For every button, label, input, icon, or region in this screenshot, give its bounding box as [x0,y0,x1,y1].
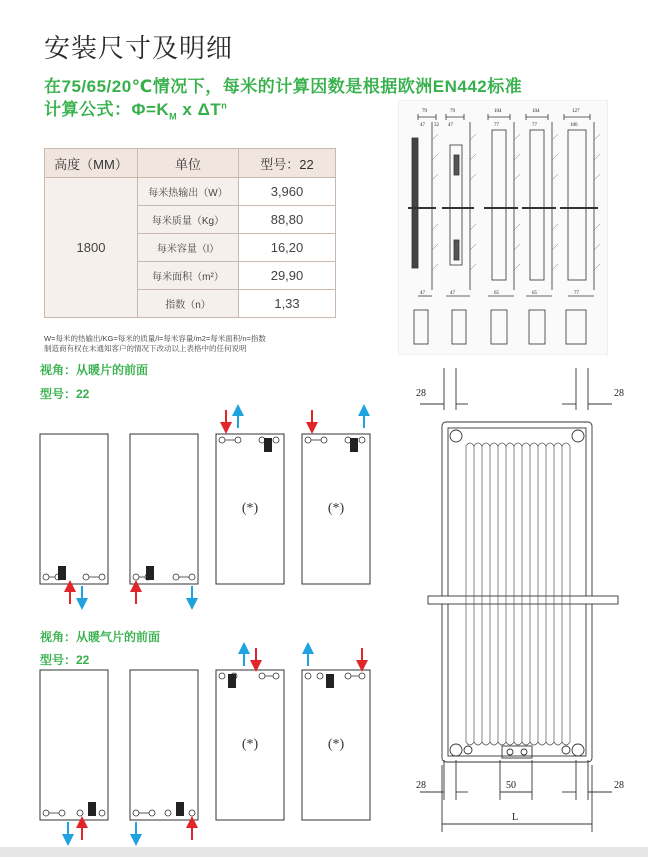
dim-inner-3: 77 [494,123,499,128]
side-section-drawing [398,100,608,355]
panel-note: (*) [327,501,345,516]
radiator-body [442,422,592,762]
valve-block [264,438,272,452]
dim-inner-4: 77 [532,123,537,128]
value-cell: 1,33 [239,290,336,318]
valve-block [88,802,96,816]
panel-6 [130,670,198,820]
panel-note: (*) [327,737,345,752]
front-dim-bottom-right: 28 [614,780,624,791]
table-notes [44,334,266,354]
dim-bottom-5: 77 [574,291,579,296]
page-title: 安装尺寸及明细 [44,33,234,63]
formula [44,95,227,121]
radiator-inner [448,428,586,756]
front-dim-top-left: 28 [416,388,426,399]
note-line: 制造商有权在未通知客户的情况下改动以上表格中的任何说明 [44,344,247,353]
drawing-frame [398,100,608,355]
radiator-tubes [466,443,570,745]
front-dim-top-right: 28 [614,388,624,399]
note-line: W=每米的热输出/KG=每米的质量/l=每米容量/m2=每米面积/n=指数 [44,334,266,343]
panel-note: (*) [241,501,259,516]
dim-top-1: 79 [422,109,427,114]
footer-bar [0,847,648,857]
formula-prefix: 计算公式：Φ=K [44,100,170,119]
valve-block [176,802,184,816]
front-dim-bottom-center: 50 [506,780,516,791]
dim-bottom-3: 65 [494,291,499,296]
front-view-drawing [402,360,644,838]
view1-model: 型号：22 [40,387,90,401]
dim-bottom-4: 65 [532,291,537,296]
valve-block [58,566,66,580]
view2-model: 型号：22 [40,653,90,667]
panel-1 [40,434,108,584]
connection-diagram-1 [36,400,396,610]
dim-top-5: 127 [572,109,580,114]
dim-top-2: 79 [450,109,455,114]
view2-title: 视角：从暖气片的前面 [40,630,161,644]
unit-cell: 每米面积（m²） [138,262,239,290]
view1-title: 视角：从暖片的前面 [40,363,149,377]
valve-block [326,674,334,688]
formula-sup: n [221,100,228,111]
value-cell: 16,20 [239,234,336,262]
dim-inner-1: 47 [420,123,425,128]
standard-description: 在75/65/20℃情况下，每米的计算因数是根据欧洲EN442标准 [44,77,523,96]
spec-table [44,148,336,318]
panel-2 [130,434,198,584]
formula-sub: M [169,111,178,122]
unit-cell: 每米容量（l） [138,234,239,262]
valve-block [228,674,236,688]
connection-diagram-2 [36,638,396,848]
dim-bottom-2: 47 [450,291,455,296]
dim-inner-5: 100 [570,123,578,128]
table-row [45,178,336,206]
unit-cell: 每米质量（Kg） [138,206,239,234]
valve-block [350,438,358,452]
table-header-row [45,149,336,178]
wall-bracket [428,596,618,604]
dim-extra: 32 [434,123,439,128]
value-cell: 88,80 [239,206,336,234]
header-unit: 单位 [138,149,239,178]
value-cell: 29,90 [239,262,336,290]
header-model: 型号：22 [239,149,336,178]
height-value: 1800 [45,178,138,318]
panel-note: (*) [241,737,259,752]
valve-block [146,566,154,580]
panel-5 [40,670,108,820]
dim-bottom-1: 47 [420,291,425,296]
formula-mid: x ΔT [177,100,222,119]
value-cell: 3,960 [239,178,336,206]
front-dim-bottom-left: 28 [416,780,426,791]
unit-cell: 每米热输出（W） [138,178,239,206]
header-height: 高度（MM） [45,149,138,178]
dim-top-3: 104 [494,109,502,114]
dim-inner-2: 47 [448,123,453,128]
unit-cell: 指数（n） [138,290,239,318]
dim-top-4: 104 [532,109,540,114]
front-dim-length: L [512,812,519,823]
